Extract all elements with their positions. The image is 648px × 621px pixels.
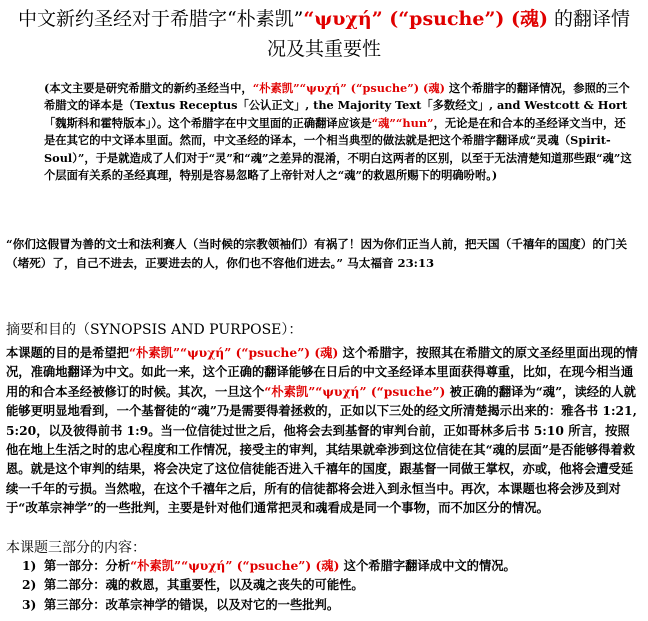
synopsis-highlight: “朴素凯”“ψυχή” (“psuche”) (魂)	[128, 345, 339, 360]
parts-heading: 本课题三部分的内容：	[6, 540, 146, 556]
synopsis-paragraph	[6, 343, 640, 518]
intro-text: 这个希腊字的翻译情况，参照的三个希腊文的译本是（Textus Receptus「公认正文」, the Majority Text「多数经文」, and Westcott & Hort「魏斯科和霍特版本」）。这个希腊字在中文里面的正确翻译应该是	[44, 81, 630, 130]
synopsis-text: 被正确的翻译为“魂”，读经的人就能够更明显地看到，一个基督徒的“魂”乃是需要得着拯救的，正如以下三处的经文所清楚揭示出来的：雅各书 1:21, 5:20，以及彼得前书 1:9。当一位信徒过世之后，他将会去到基督的审判台前，正如哥林多后书 5:10 所言，按照他在地上生活之时的忠心程度和工作情况，接受主的审判，其结果就牵涉到这位信徒在其“魂的层面”是否能够得着救恩。就是这个审判的结果，将会决定了这位信徒能否进入千禧年的国度，跟基督一同做王掌权，亦或，他将会遭受延续一千年的亏损。当然啦，在这个千禧年之后，所有的信徒都将会进入到永恒当中。再次，本课题也将会涉及到对于“改革宗神学”的一些批判，主要是针对他们通常把灵和魂看成是同一个事物，而不加区分的情况。	[6, 383, 637, 516]
intro-highlight: “魂”“hun”	[371, 115, 434, 130]
list-number: 3)	[22, 596, 37, 612]
title-line2: 况及其重要性	[266, 38, 381, 60]
intro-text: ，无论是在和合本的圣经译文当中，还是在其它的中文译本里面。然而，中文圣经的译本，一个相当典型的做法就是把这个希腊字翻译成“灵魂（Spirit-Soul）”，于是就造成了人们对于“灵”和“魂”之差异的混淆，不明白这两者的区别，以至于无法清楚知道那些跟“魂”这个层面有关系的圣经真理，特别是容易忽略了上帝针对人之“魂”的救恩所赐下的明确吩咐。)	[44, 115, 632, 183]
list-text: 这个希腊字翻译成中文的情况。	[339, 558, 516, 573]
list-text: 第三部分：改革宗神学的错误，以及对它的一些批判。	[44, 596, 340, 612]
scripture-quote: “你们这假冒为善的文士和法利赛人（当时候的宗教领袖们）有祸了！因为你们正当人前，把天国（千禧年的国度）的门关（堵死）了，自己不进去，正要进去的人，你们也不容他们进去。” 马太福音 23:13	[6, 237, 628, 270]
synopsis-text: 本课题的目的是希望把	[6, 345, 129, 360]
intro-text: (本文主要是研究希腊文的新约圣经当中，	[44, 81, 253, 95]
list-item	[22, 556, 632, 575]
intro-highlight: “朴素凯”“ψυχή” (“psuche”) (魂)	[252, 81, 445, 95]
list-number: 2)	[22, 577, 37, 593]
intro-paragraph	[44, 80, 636, 184]
title-highlight: “ψυχή” (“psuche”) (魂)	[303, 8, 548, 30]
synopsis-heading: 摘要和目的（SYNOPSIS AND PURPOSE）：	[6, 322, 303, 338]
parts-list	[22, 556, 632, 614]
title-text: 中文新约圣经对于希腊字“朴素凯”	[17, 8, 304, 30]
page-title	[0, 4, 648, 64]
list-number: 1)	[22, 558, 37, 573]
list-text: 第一部分：分析	[44, 558, 131, 573]
list-item	[22, 575, 632, 594]
list-highlight: “朴素凯”“ψυχή” (“psuche”) (魂)	[130, 558, 340, 573]
synopsis-text: 这个希腊字，按照其在希腊文的原文圣经里面出现的情况，准确地翻译为中文。如此一来，这个正确的翻译能够在日后的中文圣经译本里面获得尊重，比如，在现今相当通用的和合本圣经被修订的时候。其次，一旦这个	[6, 345, 638, 399]
title-text-end: 的翻译情	[554, 8, 631, 30]
list-item	[22, 595, 632, 614]
synopsis-highlight: “朴素凯”“ψυχή” (“psuche”)	[264, 383, 446, 399]
list-text: 第二部分：魂的救恩，其重要性，以及魂之丧失的可能性。	[44, 577, 364, 593]
